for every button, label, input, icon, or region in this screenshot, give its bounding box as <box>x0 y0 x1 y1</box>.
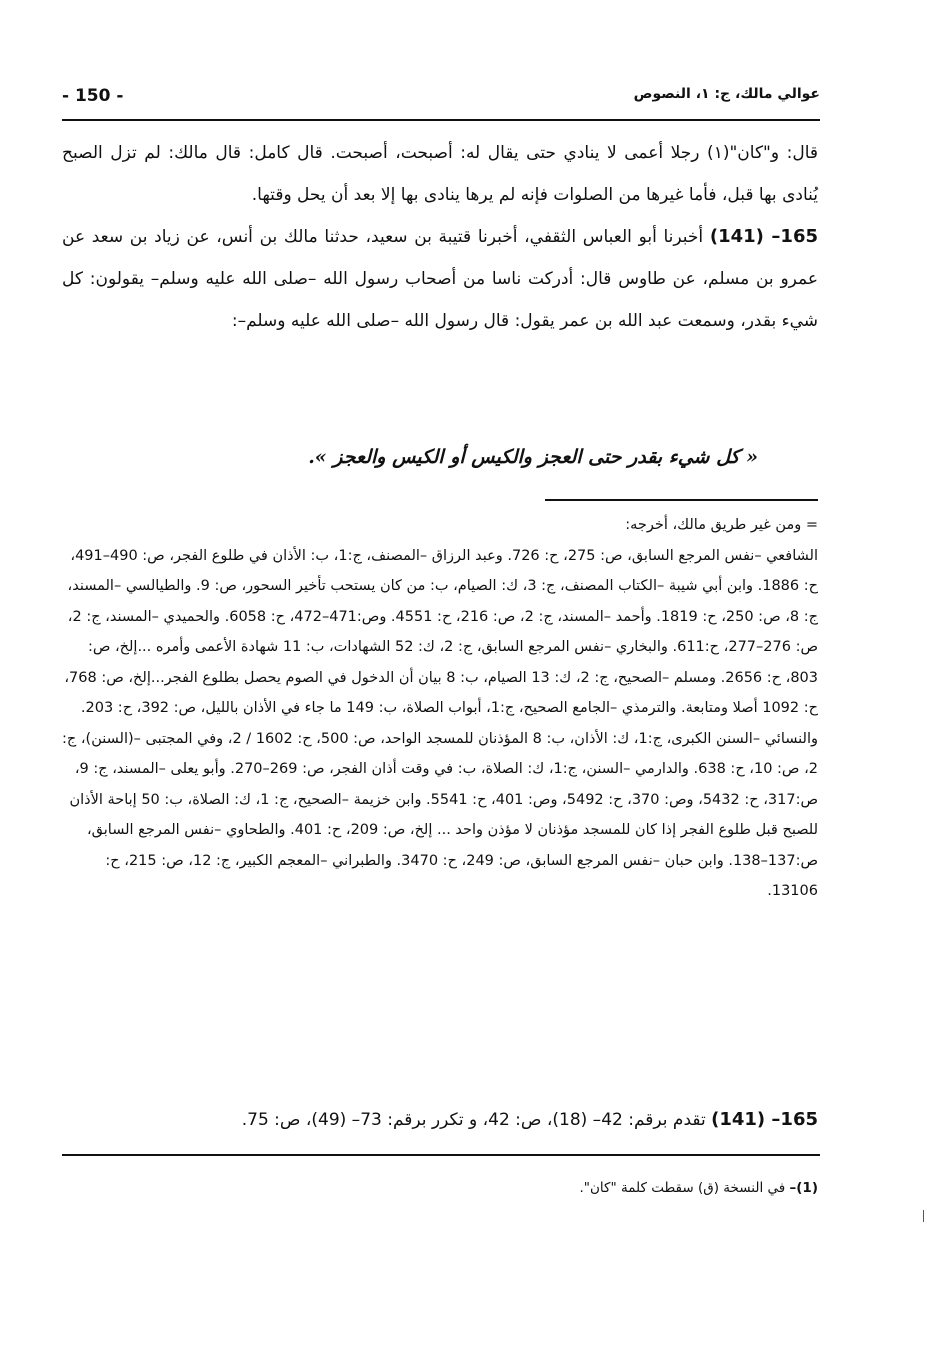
cross-reference-text: تقدم برقم: 42– (18)، ص: 42، و تكرر برقم: 73– (49)، ص: 75. <box>241 1110 706 1130</box>
paragraph-malik-comment: قال: و"كان"(١) رجلا أعمى لا ينادي حتى يقال له: أصبحت، أصبحت. قال كامل: قال مالك: لم تزل الصبح يُنادى بها قبل، فأما غيرها من الصلوات فإنه لم يرها ينادى بها إلا بعد أن يحل وقتها. <box>62 143 818 205</box>
cross-reference-number: 165– (141) <box>711 1109 818 1130</box>
footnote-marker: (1)– <box>789 1180 818 1196</box>
footnote <box>62 1174 818 1202</box>
footnote-text: في النسخة (ق) سقطت كلمة "كان". <box>579 1180 786 1196</box>
header-rule <box>62 119 820 121</box>
hadith-matn: « كل شيء بقدر حتى العجز والكيس أو الكيس والعجز ». <box>308 446 758 468</box>
takhrij-separator <box>545 499 818 501</box>
footnote-rule <box>62 1154 820 1156</box>
running-title: عوالي مالك، ج: ١، النصوص <box>633 86 820 102</box>
main-text <box>62 132 818 342</box>
page-number: - 150 - <box>62 86 124 106</box>
page-header <box>62 86 820 116</box>
takhrij-section <box>62 510 818 907</box>
takhrij-text: الشافعي –نفس المرجع السابق، ص: 275، ح: 726. وعبد الرزاق –المصنف، ج:1، ب: الأذان في طلوع الفجر، ص: 490–491، ح: 1886. وابن أبي شيبة –الكتاب المصنف، ج: 3، ك: الصيام، ب: من كان يستحب تأخير السحور، ص: 9. والطيالسي –المسند، ج: 8، ص: 250، ح: 1819. وأحمد –المسند، ج: 2، ص: 216، ح: 4551. وص:471–472، ح: 6058. والحميدي –المسند، ج: 2، ص: 276–277، ح:611. والبخاري –نفس المرجع السابق، ج: 2، ك: 52 الشهادات، ب: 11 شهادة الأعمى وأمره ...إلخ، ص: 803، ح: 2656. ومسلم –الصحيح، ج: 2، ك: 13 الصيام، ب: 8 بيان أن الدخول في الصوم يحصل بطلوع الفجر...إلخ، ص: 768، ح: 1092 أصلا ومتابعة. والترمذي –الجامع الصحيح، ج:1، أبواب الصلاة، ب: 149 ما جاء في الأذان بالليل، ص: 392، ح: 203. والنسائي –السنن الكبرى، ج:1، ك: الأذان، ب: 8 المؤذنان للمسجد الواحد، ص: 500، ح: 1602 / 2، وفي المجتبى –(السنن)، ج: 2، ص: 10، ح: 638. والدارمي –السنن، ج:1، ك: الصلاة، ب: في وقت أذان الفجر، ص: 269–270. وأبو يعلى –المسند، ج: 9، ص:317، ح: 5432، وص: 370، ح: 5492، وص: 401، ح: 5541. وابن خزيمة –الصحيح، ج: 1، ك: الصلاة، ب: 50 إباحة الأذان للصبح قبل طلوع الفجر إذا كان للمسجد مؤذنان لا مؤذن واحد ... إلخ، ص: 209، ح: 401. والطحاوي –نفس المرجع السابق، ص:137–138. وابن حبان –نفس المرجع السابق، ص: 249، ح: 3470. والطبراني –المعجم الكبير، ج: 12، ص: 215، ح: 13106. <box>62 547 818 899</box>
margin-mark <box>923 1210 924 1222</box>
takhrij-intro: = ومن غير طريق مالك، أخرجه: <box>625 517 818 533</box>
cross-reference <box>62 1103 818 1137</box>
hadith-number: 165– (141) <box>709 226 818 247</box>
paragraph-hadith-isnad <box>62 216 818 342</box>
hadith-isnad-text: أخبرنا أبو العباس الثقفي، أخبرنا قتيبة بن سعيد، حدثنا مالك بن أنس، عن زياد بن سعد عن عمرو بن مسلم، عن طاوس قال: أدركت ناسا من أصحاب رسول الله –صلى الله عليه وسلم– يقولون: كل شيء بقدر، وسمعت عبد الله بن عمر يقول: قال رسول الله –صلى الله عليه وسلم–: <box>62 227 818 331</box>
